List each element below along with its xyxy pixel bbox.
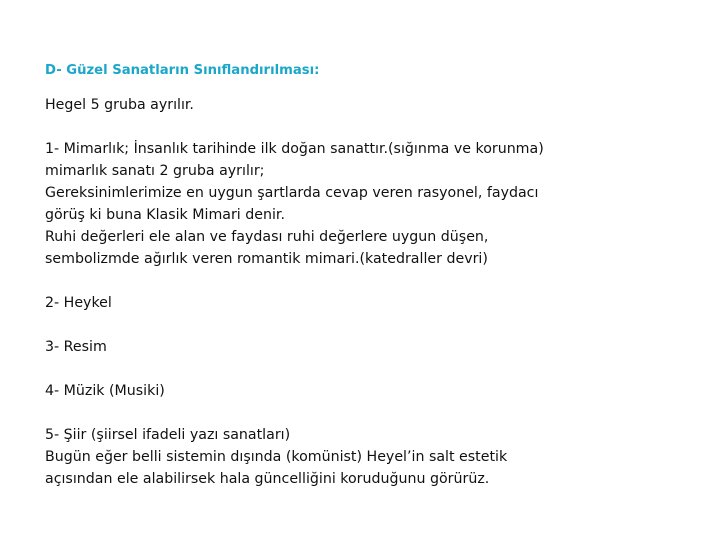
- text-line: 3- Resim: [45, 339, 107, 355]
- item-music: [45, 380, 685, 402]
- text-line: 1- Mimarlık; İnsanlık tarihinde ilk doğan sanattır.(sığınma ve korunma): [45, 141, 544, 157]
- item-sculpture: [45, 292, 685, 314]
- section-title: D- Güzel Sanatların Sınıflandırılması:: [45, 63, 320, 78]
- text-line: 5- Şiir (şiirsel ifadeli yazı sanatları): [45, 427, 291, 443]
- text-line: Bugün eğer belli sistemin dışında (komünist) Heyel’in salt estetik: [45, 449, 508, 465]
- text-line: Ruhi değerleri ele alan ve faydası ruhi değerlere uygun düşen,: [45, 229, 489, 245]
- text-line: görüş ki buna Klasik Mimari denir.: [45, 207, 285, 223]
- text-line: sembolizmde ağırlık veren romantik mimari.(katedraller devri): [45, 251, 488, 267]
- text-line: 4- Müzik (Musiki): [45, 383, 165, 399]
- intro-text: Hegel 5 gruba ayrılır.: [45, 97, 194, 113]
- item-painting: [45, 336, 685, 358]
- text-line: Gereksinimlerimize en uygun şartlarda cevap veren rasyonel, faydacı: [45, 185, 539, 201]
- item-poetry: [45, 424, 685, 490]
- intro-paragraph: [45, 94, 685, 116]
- text-line: mimarlık sanatı 2 gruba ayrılır;: [45, 163, 265, 179]
- slide-content: [45, 60, 685, 512]
- text-line: açısından ele alabilirsek hala güncelliğini koruduğunu görürüz.: [45, 471, 490, 487]
- text-line: 2- Heykel: [45, 295, 112, 311]
- item-architecture: [45, 138, 685, 270]
